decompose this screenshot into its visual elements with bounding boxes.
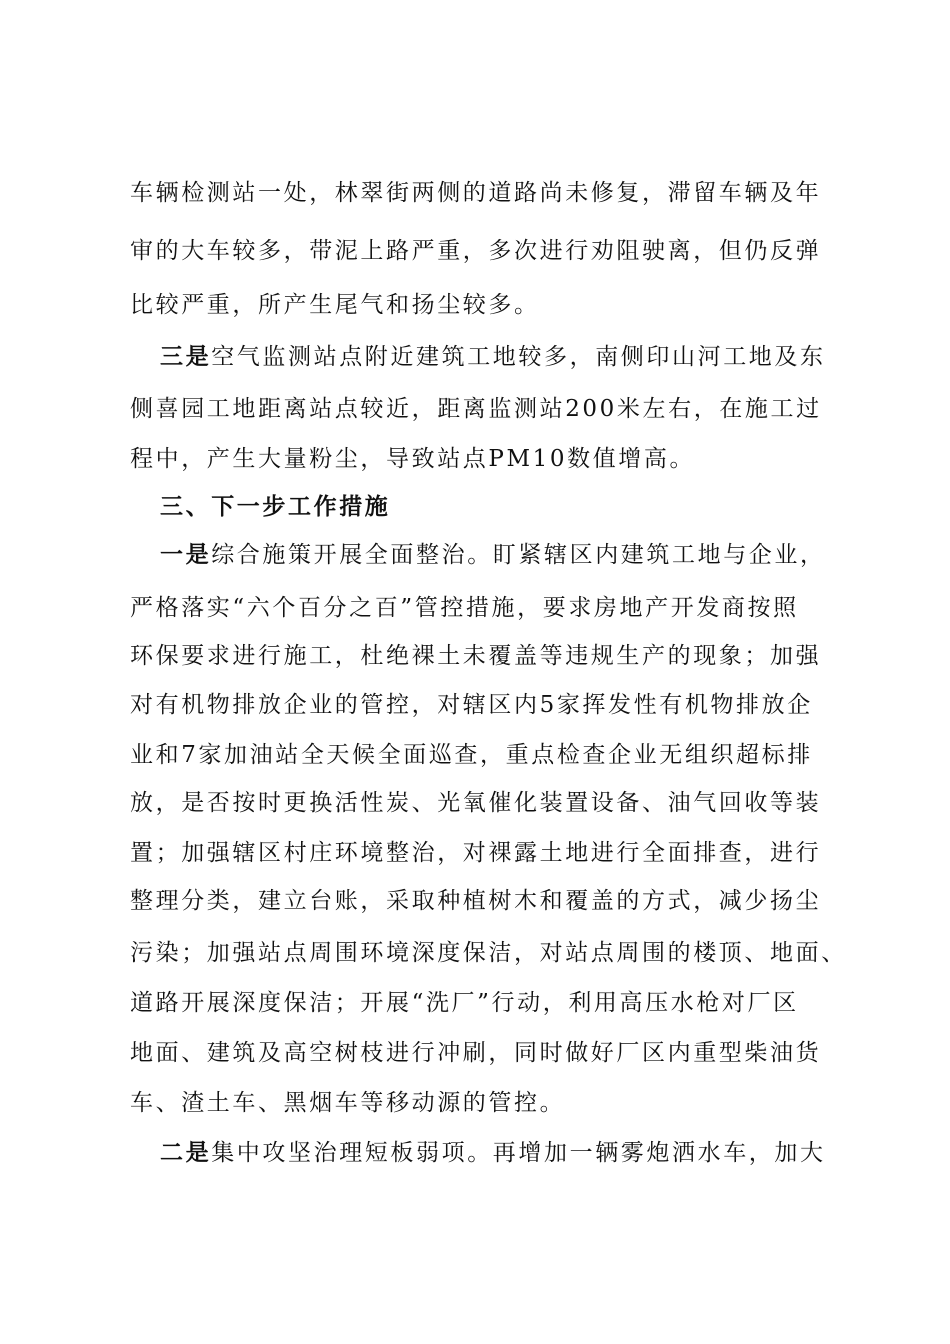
section-heading: 三、下一步工作措施 — [160, 494, 391, 520]
paragraph-line: 污染；加强站点周围环境深度保洁，对站点周围的楼顶、地面、 — [130, 940, 847, 966]
paragraph-line: 程中，产生大量粉尘，导致站点PM10数值增高。 — [130, 446, 696, 472]
paragraph-text: 空气监测站点附近建筑工地较多，南侧印山河工地及东 — [211, 344, 826, 370]
paragraph-line: 整理分类，建立台账，采取种植树木和覆盖的方式，减少扬尘 — [130, 888, 822, 914]
paragraph-first-line — [160, 540, 880, 570]
paragraph-first-line — [160, 1138, 880, 1168]
paragraph-first-line — [160, 342, 880, 372]
paragraph-line: 比较严重，所产生尾气和扬尘较多。 — [130, 292, 540, 318]
paragraph-line: 道路开展深度保洁；开展“洗厂”行动，利用高压水枪对厂区 — [130, 990, 799, 1016]
paragraph-text: 集中攻坚治理短板弱项。再增加一辆雾炮洒水车，加大 — [211, 1140, 826, 1166]
paragraph-line: 严格落实“六个百分之百”管控措施，要求房地产开发商按照 — [130, 595, 799, 621]
paragraph-line: 审的大车较多，带泥上路严重，多次进行劝阻驶离，但仍反弹 — [130, 238, 822, 264]
paragraph-text: 综合施策开展全面整治。盯紧辖区内建筑工地与企业， — [211, 542, 826, 568]
paragraph-line: 业和7家加油站全天候全面巡查，重点检查企业无组织超标排 — [130, 742, 813, 768]
paragraph-line: 环保要求进行施工，杜绝裸土未覆盖等违规生产的现象；加强 — [130, 643, 822, 669]
paragraph-line: 置；加强辖区村庄环境整治，对裸露土地进行全面排查，进行 — [130, 840, 822, 866]
paragraph-line: 地面、建筑及高空树枝进行冲刷，同时做好厂区内重型柴油货 — [130, 1040, 822, 1066]
paragraph-lead: 三是 — [160, 344, 212, 370]
paragraph-line: 车辆检测站一处，林翠街两侧的道路尚未修复，滞留车辆及年 — [130, 180, 822, 206]
paragraph-line: 车、渣土车、黑烟车等移动源的管控。 — [130, 1090, 566, 1116]
paragraph-line: 对有机物排放企业的管控，对辖区内5家挥发性有机物排放企 — [130, 692, 813, 718]
paragraph-lead: 一是 — [160, 542, 212, 568]
paragraph-line: 侧喜园工地距离站点较近，距离监测站200米左右，在施工过 — [130, 396, 822, 422]
paragraph-line: 放，是否按时更换活性炭、光氧催化装置设备、油气回收等装 — [130, 790, 822, 816]
paragraph-lead: 二是 — [160, 1140, 212, 1166]
